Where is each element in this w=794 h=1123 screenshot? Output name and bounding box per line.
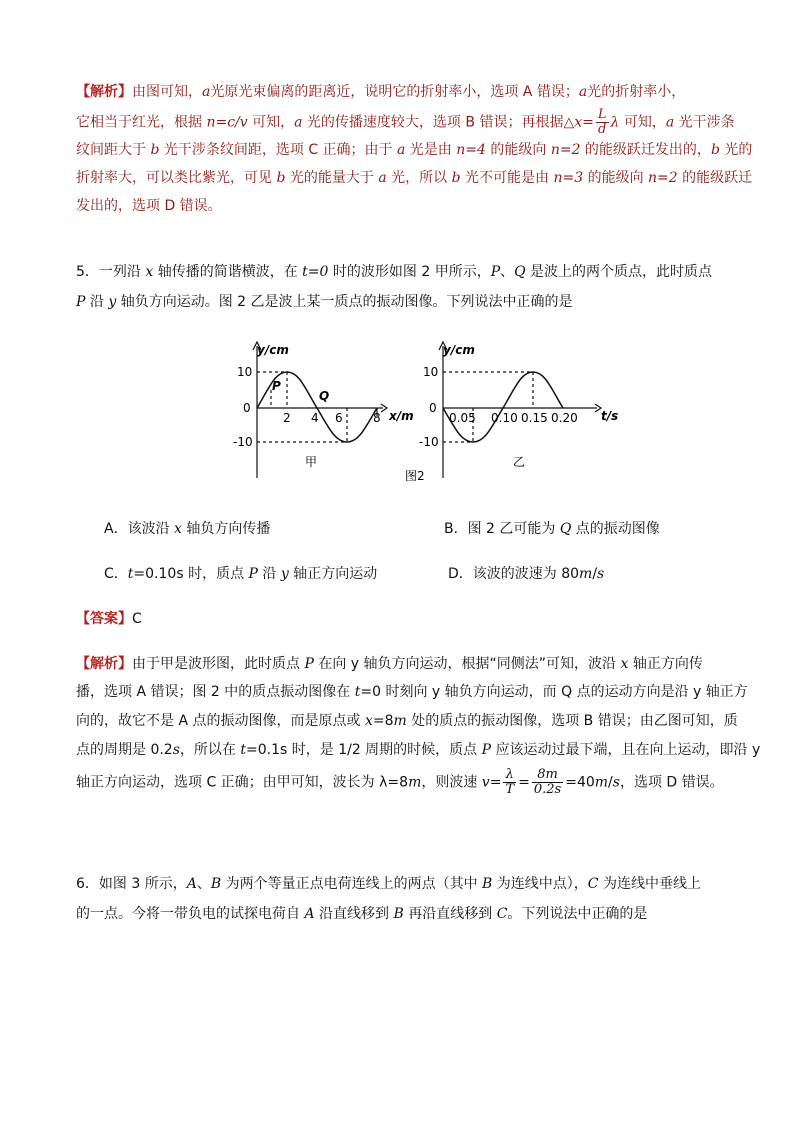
text: 可知， bbox=[619, 114, 666, 131]
var-b: b bbox=[710, 142, 720, 158]
right-xtick-020: 0.20 bbox=[551, 411, 578, 425]
text: B．图 2 乙可能为 bbox=[444, 521, 560, 537]
text: 光干涉条纹间距，选项 C 正确；由于 bbox=[159, 142, 397, 158]
text: 光的能量大于 bbox=[285, 170, 379, 186]
text: =8 bbox=[372, 713, 394, 729]
q5-analysis-line-4 bbox=[76, 736, 760, 764]
text: 时的波形如图 2 甲所示， bbox=[328, 264, 491, 280]
denominator: d bbox=[598, 122, 607, 137]
text: 是波上的两个质点，此时质点 bbox=[525, 264, 713, 280]
text: 为连线中垂线上 bbox=[598, 876, 701, 892]
text: 的能级向 bbox=[583, 170, 649, 186]
var-y: y bbox=[280, 566, 289, 582]
option-d bbox=[448, 563, 604, 583]
text: ，则波速 bbox=[421, 774, 482, 791]
analysis-tag: 【解析】 bbox=[76, 656, 132, 672]
var-y: y bbox=[108, 294, 117, 310]
right-ytick-neg10: -10 bbox=[419, 435, 439, 449]
text: 沿 bbox=[85, 294, 109, 310]
text: 发出的，选项 D 错误。 bbox=[76, 198, 222, 214]
right-xtick-010: 0.10 bbox=[491, 411, 518, 425]
text: 光是由 bbox=[405, 142, 457, 158]
var-c: C bbox=[496, 906, 508, 922]
right-y-label: y/cm bbox=[443, 343, 475, 357]
prev-analysis-line-1 bbox=[76, 78, 685, 106]
text: =40 bbox=[565, 774, 595, 791]
unit-m: m bbox=[579, 566, 593, 582]
var-x: x bbox=[620, 656, 629, 672]
text: 纹间距大于 bbox=[76, 142, 151, 158]
text: 光的 bbox=[719, 142, 753, 158]
numerator: λ bbox=[503, 768, 516, 783]
unit-m: m bbox=[393, 713, 407, 729]
text: 由图可知， bbox=[132, 84, 202, 100]
right-caption: 乙 bbox=[513, 455, 526, 469]
var-x: x bbox=[145, 264, 154, 280]
var-p: P bbox=[481, 742, 492, 758]
text: 光干涉条 bbox=[674, 114, 735, 131]
q5-analysis-line-3 bbox=[76, 707, 738, 735]
text: 轴负方向运动。图 2 乙是波上某一质点的振动图像。下列说法中正确的是 bbox=[116, 294, 573, 310]
text: 的能级跃迁发出的， bbox=[580, 142, 711, 158]
left-caption: 甲 bbox=[305, 455, 318, 469]
text: 轴传播的简谐横波，在 bbox=[153, 264, 303, 280]
text: 光的折射率小， bbox=[587, 84, 686, 100]
prev-analysis-line-2 bbox=[76, 108, 735, 137]
text: =0 时刻向 y 轴负方向运动，而 Q 点的运动方向是沿 y 轴正方 bbox=[360, 684, 748, 700]
text: 轴负方向传播 bbox=[181, 521, 271, 537]
numerator: L bbox=[597, 107, 607, 122]
text: 光原光束偏离的距离近，说明它的折射率小，选项 A 错误； bbox=[210, 84, 579, 100]
figure-caption: 图2 bbox=[405, 469, 425, 483]
unit-s: s bbox=[172, 742, 180, 758]
text: 应该运动过最下端，且在向上运动，即沿 y bbox=[491, 742, 761, 758]
q6-line-1 bbox=[76, 870, 701, 898]
analysis-tag: 【解析】 bbox=[76, 84, 132, 100]
text: 的一点。今将一带负电的试探电荷自 bbox=[76, 906, 305, 922]
left-ytick-10: 10 bbox=[237, 365, 253, 379]
left-xtick-8: 8 bbox=[373, 411, 381, 425]
formula: n=2 bbox=[550, 142, 581, 158]
var-q: Q bbox=[514, 264, 526, 280]
var-x: x bbox=[364, 713, 373, 729]
left-xtick-6: 6 bbox=[335, 411, 343, 425]
var-b: B bbox=[482, 876, 493, 892]
formula: n=3 bbox=[553, 170, 584, 186]
option-c bbox=[104, 563, 377, 583]
right-ytick-0: 0 bbox=[429, 401, 437, 415]
formula: t=0 bbox=[302, 264, 329, 280]
text: 、 bbox=[500, 264, 515, 280]
text: 的能级向 bbox=[485, 142, 551, 158]
text: 可知， bbox=[247, 114, 295, 131]
text: 向的，故它不是 A 点的振动图像，而是原点或 bbox=[76, 713, 365, 729]
slash: / bbox=[608, 774, 613, 791]
formula: x= bbox=[574, 114, 594, 131]
prev-analysis-line-5 bbox=[76, 192, 222, 220]
denominator: T bbox=[505, 782, 515, 797]
left-x-label: x/m bbox=[389, 409, 414, 423]
var-p: P bbox=[76, 294, 86, 310]
text: 、 bbox=[196, 876, 211, 892]
left-ytick-0: 0 bbox=[243, 401, 251, 415]
fraction-l-over-d bbox=[596, 108, 609, 137]
text: 沿 bbox=[257, 566, 281, 582]
q5-analysis bbox=[76, 650, 761, 800]
right-xtick-005: 0.05 bbox=[449, 411, 476, 425]
var-c: C bbox=[587, 876, 599, 892]
var-a: a bbox=[578, 84, 588, 100]
figure-2 bbox=[235, 338, 655, 488]
var-v: v bbox=[481, 774, 490, 791]
var-a: A bbox=[186, 876, 197, 892]
answer-line bbox=[76, 608, 142, 628]
var-p: P bbox=[490, 264, 501, 280]
var-p: P bbox=[248, 566, 258, 582]
formula: n=4 bbox=[456, 142, 486, 158]
text: 。下列说法中正确的是 bbox=[507, 906, 648, 922]
q5-analysis-line-2 bbox=[76, 678, 748, 706]
var-b: B bbox=[393, 906, 404, 922]
text: 在向 y 轴负方向运动，根据“同侧法”可知，波沿 bbox=[313, 656, 621, 672]
text: 光不可能是由 bbox=[460, 170, 554, 186]
text: 6．如图 3 所示， bbox=[76, 876, 187, 892]
var-a: A bbox=[304, 906, 315, 922]
text: =0.1s 时，是 1/2 周期的时候，质点 bbox=[246, 742, 482, 758]
q6-line-2 bbox=[76, 900, 647, 928]
text: 播，选项 A 错误；图 2 中的质点振动图像在 bbox=[76, 684, 355, 700]
text: 折射率大，可以类比紫光，可见 bbox=[76, 170, 277, 186]
text: 5．一列沿 bbox=[76, 264, 146, 280]
slash: / bbox=[592, 566, 598, 582]
numerator: 8m bbox=[532, 768, 563, 783]
text: 的能级跃迁 bbox=[677, 170, 753, 186]
answer-tag: 【答案】 bbox=[76, 611, 132, 627]
text: ，选项 D 错误。 bbox=[619, 774, 724, 791]
fraction-8m-over-02s bbox=[532, 768, 563, 797]
text: = bbox=[489, 774, 502, 791]
text: 点的振动图像 bbox=[571, 521, 660, 537]
prev-analysis bbox=[76, 78, 753, 228]
right-ytick-10: 10 bbox=[423, 365, 439, 379]
text: 由于甲是波形图，此时质点 bbox=[132, 656, 305, 672]
text: 轴正方向运动，选项 C 正确；由甲可知，波长为 λ=8 bbox=[76, 774, 409, 791]
text: 光，所以 bbox=[386, 170, 452, 186]
text: 点的周期是 0.2 bbox=[76, 742, 173, 758]
var-a: a bbox=[294, 114, 303, 131]
right-xtick-015: 0.15 bbox=[521, 411, 548, 425]
point-q-label: Q bbox=[319, 389, 330, 403]
var-b: b bbox=[451, 170, 461, 186]
text: ，所以在 bbox=[179, 742, 241, 758]
option-a bbox=[104, 518, 270, 538]
question-5 bbox=[76, 258, 721, 318]
var-t: t bbox=[240, 742, 246, 758]
left-xtick-4: 4 bbox=[311, 411, 319, 425]
question-6 bbox=[76, 870, 721, 930]
var-q: Q bbox=[559, 521, 572, 537]
option-b bbox=[444, 518, 660, 538]
answer-value: C bbox=[132, 611, 142, 627]
var-b: b bbox=[150, 142, 160, 158]
var-a: a bbox=[665, 114, 675, 131]
prev-analysis-line-3 bbox=[76, 136, 752, 164]
var-t: t bbox=[127, 566, 134, 582]
text: 沿直线移到 bbox=[314, 906, 394, 922]
wave-graph-left bbox=[253, 342, 387, 478]
var-b: b bbox=[276, 170, 286, 186]
text: 处的质点的振动图像，选项 B 错误；由乙图可知，质 bbox=[406, 713, 738, 729]
unit-s: s bbox=[597, 566, 605, 582]
left-ytick-neg10: -10 bbox=[233, 435, 253, 449]
lambda: λ bbox=[610, 114, 620, 131]
q5-analysis-line-1 bbox=[76, 650, 703, 678]
formula: n=2 bbox=[648, 170, 678, 186]
text: 光的传播速度较大，选项 B 错误；再根据△ bbox=[302, 114, 575, 131]
var-a: a bbox=[202, 84, 211, 100]
text: 为连线中点）， bbox=[492, 876, 588, 892]
unit-s: s bbox=[612, 774, 620, 791]
left-y-label: y/cm bbox=[257, 343, 289, 357]
text: 轴正方向传 bbox=[628, 656, 703, 672]
left-xtick-2: 2 bbox=[283, 411, 291, 425]
q5-analysis-line-5 bbox=[76, 768, 724, 797]
text: 为两个等量正点电荷连线上的两点（其中 bbox=[221, 876, 483, 892]
q5-line-1 bbox=[76, 258, 712, 286]
text: C． bbox=[104, 566, 128, 582]
text: = bbox=[518, 774, 530, 791]
fraction-lambda-over-t bbox=[503, 768, 516, 797]
text: D．该波的波速为 80 bbox=[448, 566, 580, 582]
var-b: B bbox=[210, 876, 222, 892]
var-x: x bbox=[174, 521, 182, 537]
q5-line-2 bbox=[76, 288, 573, 316]
unit-m: m bbox=[594, 774, 609, 791]
var-p: P bbox=[304, 656, 314, 672]
unit-m: m bbox=[408, 774, 422, 791]
var-t: t bbox=[354, 684, 361, 700]
formula: n=c/v bbox=[206, 114, 248, 131]
prev-analysis-line-4 bbox=[76, 164, 752, 192]
text: 它相当于红光，根据 bbox=[76, 114, 207, 131]
text: =0.10s 时，质点 bbox=[133, 566, 249, 582]
right-x-label: t/s bbox=[601, 409, 619, 423]
var-a: a bbox=[378, 170, 387, 186]
denominator: 0.2s bbox=[533, 782, 562, 797]
point-p-label: P bbox=[272, 379, 281, 393]
text: A．该波沿 bbox=[104, 521, 175, 537]
text: 轴正方向运动 bbox=[288, 566, 378, 582]
sine-wave-right bbox=[443, 372, 563, 442]
var-a: a bbox=[397, 142, 406, 158]
text: 再沿直线移到 bbox=[403, 906, 497, 922]
